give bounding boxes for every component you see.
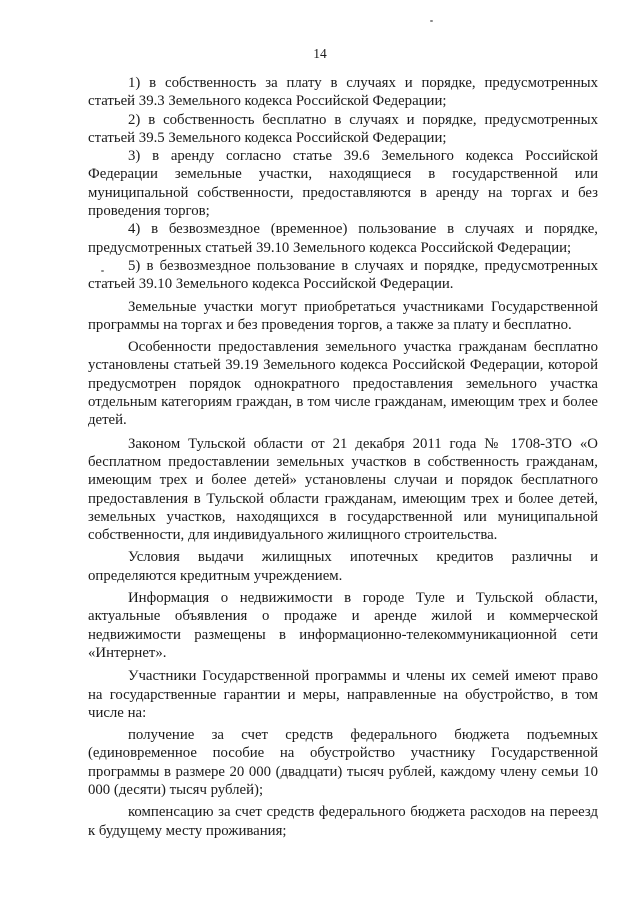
paragraph-real-estate-info: Информация о недвижимости в городе Туле и Тульской области, актуальные объявления о продаже и аренде жилой и коммерческой недвижимости размещены в информационно-телекоммуникационной сети «Интернет». [88, 590, 598, 661]
paragraph-item-4: 4) в безвозмездное (временное) пользование в случаях и порядке, предусмотренных статьей 39.10 Земельного кодекса Российской Федерации; [88, 221, 598, 256]
paragraph-mortgage: Условия выдачи жилищных ипотечных кредитов различны и определяются кредитным учреждением. [88, 549, 598, 584]
paragraph-item-3: 3) в аренду согласно статье 39.6 Земельного кодекса Российской Федерации земельные участки, находящиеся в государственной или муниципальной собственности, предоставляются в аренду на торгах и без проведения торгов; [88, 148, 598, 220]
scan-speck [430, 20, 433, 22]
paragraph-guarantees: Участники Государственной программы и члены их семей имеют право на государственные гарантии и меры, направленные на обустройство, в том числе на: [88, 668, 598, 721]
scan-speck [101, 270, 104, 272]
paragraph-item-1: 1) в собственность за плату в случаях и порядке, предусмотренных статьей 39.3 Земельного кодекса Российской Федерации; [88, 75, 598, 110]
paragraph-free-provision: Особенности предоставления земельного участка гражданам бесплатно установлены статьей 39.19 Земельного кодекса Российской Федерации, которой предусмотрен порядок однократного предоставления земельного участка отдельным категориям граждан, в том числе гражданам, имеющим трех и более детей. [88, 339, 598, 429]
paragraph-relocation-compensation: компенсацию за счет средств федерального бюджета расходов на переезд к будущему месту проживания; [88, 804, 598, 839]
page-number: 14 [313, 46, 327, 61]
paragraph-item-2: 2) в собственность бесплатно в случаях и порядке, предусмотренных статьей 39.5 Земельного кодекса Российской Федерации; [88, 111, 598, 146]
paragraph-tula-law: Законом Тульской области от 21 декабря 2011 года № 1708-ЗТО «О бесплатном предоставлении земельных участков в собственность гражданам, имеющим трех и более детей» установлены случаи и порядок бесплатного предоставления в Тульской области гражданам, имеющим трех и более детей, земельных участков, находящихся в государственной или муниципальной собственности, для индивидуального жилищного строительства. [88, 435, 598, 544]
document-body [88, 74, 598, 840]
paragraph-item-5: 5) в безвозмездное пользование в случаях и порядке, предусмотренных статьей 39.10 Земельного кодекса Российской Федерации. [88, 257, 598, 293]
paragraph-lifting-allowance: получение за счет средств федерального бюджета подъемных (единовременное пособие на обустройство участнику Государственной программы в размере 20 000 (двадцати) тысяч рублей, каждому члену семьи 10 000 (десяти) тысяч рублей); [88, 727, 598, 798]
paragraph-land-acquisition: Земельные участки могут приобретаться участниками Государственной программы на торгах и без проведения торгов, а также за плату и бесплатно. [88, 298, 598, 333]
